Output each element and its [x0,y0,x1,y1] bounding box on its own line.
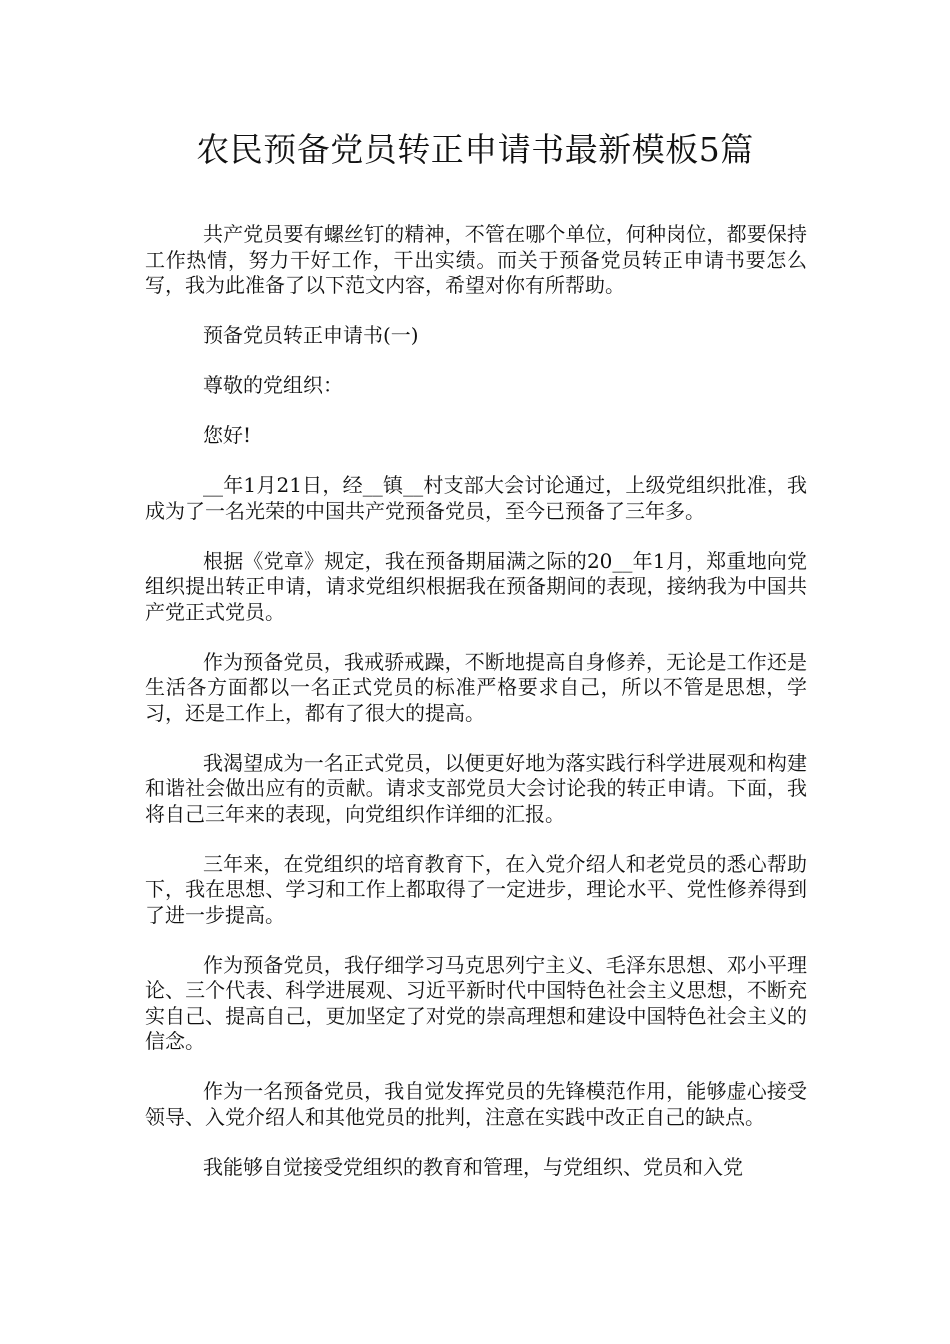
body-paragraph: 作为预备党员，我仔细学习马克思列宁主义、毛泽东思想、邓小平理论、三个代表、科学进展观、习近平新时代中国特色社会主义思想，不断充实自己、提高自己，更加坚定了对党的崇高理想和建设中国特色社会主义的信念。 [145,952,807,1053]
body-paragraph: 作为一名预备党员，我自觉发挥党员的先锋模范作用，能够虚心接受领导、入党介绍人和其他党员的批判，注意在实践中改正自己的缺点。 [145,1079,807,1129]
section-heading: 预备党员转正申请书(一) [203,323,419,347]
greeting: 您好! [203,423,252,447]
document-body [145,222,807,1205]
body-paragraph: 作为预备党员，我戒骄戒躁，不断地提高自身修养，无论是工作还是生活各方面都以一名正式党员的标准严格要求自己，所以不管是思想，学习，还是工作上，都有了很大的提高。 [145,649,807,725]
body-paragraph: 我能够自觉接受党组织的教育和管理，与党组织、党员和入党 [203,1154,743,1179]
intro-paragraph: 共产党员要有螺丝钉的精神，不管在哪个单位，何种岗位，都要保持工作热情，努力干好工作，干出实绩。而关于预备党员转正申请书要怎么写，我为此准备了以下范文内容，希望对你有所帮助。 [145,222,807,297]
salutation: 尊敬的党组织： [203,373,343,397]
body-paragraph: __年1月21日，经__镇__村支部大会讨论通过，上级党组织批准，我成为了一名光荣的中国共产党预备党员，至今已预备了三年多。 [145,473,807,523]
body-paragraph: 我渴望成为一名正式党员，以便更好地为落实践行科学进展观和构建和谐社会做出应有的贡献。请求支部党员大会讨论我的转正申请。下面，我将自己三年来的表现，向党组织作详细的汇报。 [145,750,807,826]
body-paragraph: 三年来，在党组织的培育教育下，在入党介绍人和老党员的悉心帮助下，我在思想、学习和工作上都取得了一定进步，理论水平、党性修养得到了进一步提高。 [145,851,807,927]
body-paragraph: 根据《党章》规定，我在预备期届满之际的20__年1月，郑重地向党组织提出转正申请，请求党组织根据我在预备期间的表现，接纳我为中国共产党正式党员。 [145,548,807,624]
document-title: 农民预备党员转正申请书最新模板5篇 [196,130,754,169]
